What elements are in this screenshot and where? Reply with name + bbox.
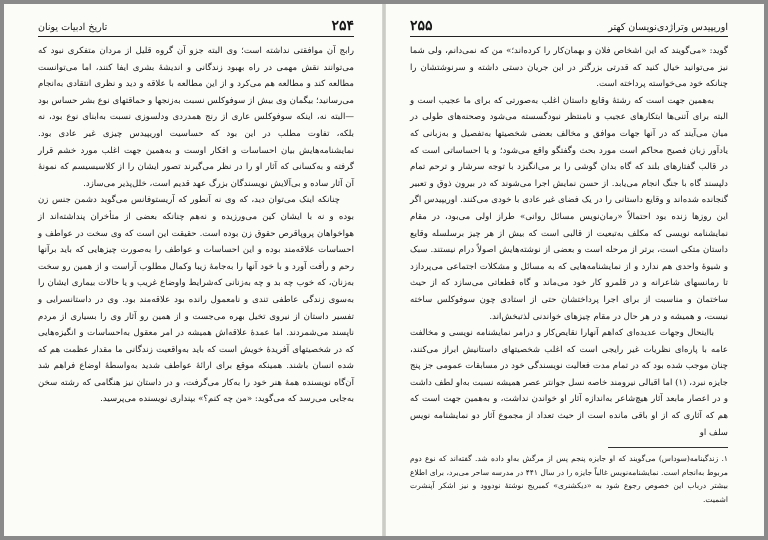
footnote-rule [608, 447, 728, 448]
left-running-head [38, 18, 354, 37]
left-running-title: تاریخ ادبیات یونان [38, 22, 108, 33]
left-body-text [38, 43, 354, 408]
right-running-title: اوریپیدس وتراژدی‌نویسان کهتر [608, 22, 728, 33]
right-footnote [410, 452, 728, 506]
right-paragraph-3: بااینحال وجهات عدیده‌ای که‌اهم آنهارا نقایص‌کار و درامر نمایشنامه نویسی و مخالفت عامه با پاره‌ای نظریات غیر رایجی است که اغلب شخصیتهای داستانیش ابراز می‌کنند، چنان موجب شده بود که در تمام مدت فعالیت نویسندگی خود در مسابقات عمومی جز پنج جایزه نبرد، (۱) اما اقبالی نیرومند خاصه نسل جوانتر عصر همیشه نسبت به‌او لطف داشت و در اعصار مابعد آثار هیچ‌شاعر به‌اندازه آثار او خواندن نداشت، و به‌همین جهت است که هم که آثاری که از او باقی مانده است از حیث تعداد از مجموع آثار دو نمایشنامه نویس سلف او [410, 328, 728, 438]
right-body-text [410, 43, 728, 441]
left-page [38, 18, 354, 528]
right-page-number: ۲۵۵ [410, 18, 433, 34]
right-page [410, 18, 728, 528]
right-running-head [410, 18, 728, 37]
book-gutter [382, 4, 386, 536]
footnote-text: ۱. زندگینامه(سوداس) می‌گویند که او جایزه پنجم پس از مرگش به‌او داده شد. گفته‌اند که نوع دوم مربوط به‌انجام است. نمایشنامه‌نویس غالباً جایزه را در سال ۴۴۱ در مدرسه ساحر می‌برد، برای اطلاع بیشتر درباب این خصوص رجوع شود به «دیکشنری» کمبریج نوشتهٔ نودوود و نیز اشکر آپنشرت اشمیت. [410, 454, 728, 504]
left-page-number: ۲۵۴ [331, 18, 354, 34]
right-paragraph-2: به‌همین جهت است که رشتهٔ وقایع داستان اغلب به‌صورتی که برای ما عجیب است و البته برای آتنی‌ها ابتکارهای عجیب و نامنتظر نبودگسسته می‌شود وصحنه‌های طولی در میان می‌آیند که در آنها جهات موافق و مخالف بعضی شخصیتها به‌تفصیل و به‌زبانی که یادآور زبان فصیح محاکم است مورد بحث وگفتگو واقع می‌شود؛ و یا احساساتی است که در قالب گفتارهای بلند که گاه بدان گوشی را بر می‌انگیزد با توجه سرشار و ترحم تمام دلپسند گاه با جنگ انجام می‌یابد. از حسن نمایش اجرا می‌شوند که در بیرون ذوق و تعبیر گنجانده شده‌اند و وقایع داستانی را در یک فضای غیر عادی با خودی می‌کنند. اوریپیدس اگر این روزها زنده بود احتمالاً «رمان‌نویس مسائل روانی» طراز اولی می‌بود، در مقام نمایشنامه نویسی که مکلف به‌تبعیت از قالبی است که بیش از هر چیز برسلسله وقایع داستان متکی است، برتر از مرحله است و بعضی از نوشته‌هایش اصولاً درام نیستند. سبک و شیوهٔ واحدی هم ندارد و از نمایشنامه‌هایی که به مسائل و مشکلات اجتماعی می‌پردازد تا رمانسهای شاعرانه و در قلمرو کار خود می‌ماند و گاه قطعاتی می‌سازد که از حیث ساختمان و مناسبت از برای اجرا پرداختشان حتی از استادی چون سوفوکلس ساخته نیست، و همیشه و در هر حال در مقام چیزهای خواندنی لذتبخش‌اند. [410, 95, 728, 322]
book-spread [4, 4, 764, 536]
left-paragraph-1: رابج آن موافقتی نداشته است؛ وی البته جزو آن گروه قلیل از مردان متفکری نبود که می‌توانند نقش مهمی در راه بهبود زندگانی و اندیشهٔ بشری ایفا کنند، اما می‌توانست مطالعه کند و مطالعه هم می‌کرد و از این مطالعه با علاقه و دید و نظری انتقادی به‌انجام می‌رسانید؛ بیگمان وی بیش از سوفوکلس نسبت به‌زنجها و حماقتهای نوع بشر حساس بود —البته نه، اینکه سوفوکلس عاری از رنج همدردی ودلسوزی نسبت به‌ابنای نوع بود، نه بلکه، تفاوت مطلب در این بود که حساسیت اوریپیدس چیزی غیر عادی بود. نمایشنامه‌هایش بیان احساسات و افکار اوست و به‌همین جهت اغلب مورد خشم قرار گرفته و به‌کسانی که آثار او را در نظر می‌گیرند تصور ایشان را از کلاسیسیسم که نمونهٔ آن آثار ساده و بی‌آلایش نویسندگان بزرگ عهد قدیم است، خلل‌پذیر می‌سازد. [38, 46, 354, 189]
right-paragraph-1: گوید: «می‌گویند که این اشخاص فلان و بهمان‌کار را کرده‌اند؛» من که نمی‌دانم، ولی شما نیز می‌توانید خیال کنید که قدرتی بزرگتر در این جریان دستی داشته و سرنوشتشان را چنانکه خود می‌خواسته پرداخته است. [410, 46, 728, 90]
left-paragraph-2: چنانکه اینک می‌توان دید، که وی نه آنطور که آریستوفانس می‌گوید دشمن جنس زن بوده و نه با ایشان کین می‌ورزیده و نه‌هم چنانکه بعضی از متأخران پنداشته‌اند از هواخواهان پروپاقرص حقوق زن بوده است. حقیقت این است که وی سخت در عواطف و احساسات علاقه‌مند بوده و این احساسات و عواطف را به‌صورت چیزهایی که باید برآنها رحم و رأفت آورد و با خود آنها را به‌جامهٔ زیبا وکمال مطلوب آراست و از همین رو سخت به‌زنان، که خوب چه بد و چه به‌زنانی که‌شرایط واوضاع غریب و یا حالات بیماری ایشان را به‌سوی زندگی عاطفی تندی و نامعمول رانده بود علاقه‌مند بود. وی در داستانسرایی و تفسیر داستان از نیروی تخیل بهره می‌جست و از همین رو آثار وی را بسیاری از مردم ناپسند می‌شمردند. اما عمدهٔ علاقه‌اش همیشه در امر معقول به‌احساسات و انگیزه‌هایی که در شخصیتهای آفریدهٔ خویش است که باید به‌واقعیت زندگانی ما مقدار عظمت هم که شده انسان باشند. همینکه موقع برای ارائهٔ عواطف شدید به‌واسطهٔ اوضاع فراهم شد آن‌گاه نویسنده همهٔ هنر خود را به‌کار می‌گرفت، و در داستان نیز هنگامی که رشته سخن به‌جایی می‌رسد که می‌گوید: «من چه کنم؟» بپنداری نویسنده می‌پرسید. [38, 195, 354, 405]
